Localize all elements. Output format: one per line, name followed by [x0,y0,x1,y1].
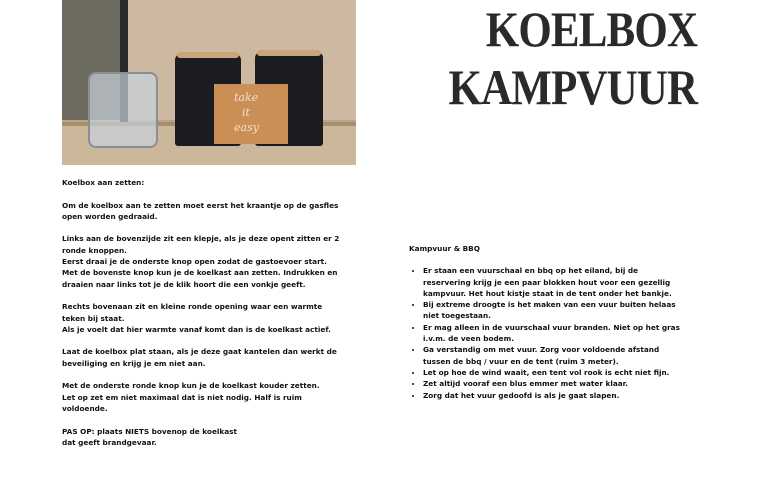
koelbox-paragraph [62,301,362,335]
text-line: • Zet altijd vooraf een blus emmer met water klaar. [423,379,628,389]
text-line: reservering krijg je een paar blokken hout voor een gezellig [423,277,671,287]
jar-lid [257,50,321,56]
text-line: beveiliging en krijg je em niet aan. [62,358,206,368]
list-item [423,390,729,401]
text-line: Eerst draai je de onderste knop open zodat de gastoevoer start. [62,257,327,267]
card-text-line: it [242,106,250,119]
text-line: Laat de koelbox plat staan, als je deze gaat kantelen dan werkt de [62,347,337,357]
page-title [448,0,697,116]
text-line: • Er staan een vuurschaal en bbq op het eiland, bij de [423,266,639,276]
koelbox-paragraph [62,426,362,449]
text-line: • Ga verstandig om met vuur. Zorg voor voldoende afstand [423,345,660,355]
list-item [423,378,729,389]
card-text-line: take [234,91,259,104]
kampvuur-list [409,265,729,401]
text-line: Met de onderste ronde knop kun je de koelkast kouder zetten. [62,381,320,391]
text-line: i.v.m. de veen bodem. [423,334,515,344]
text-line: Rechts bovenaan zit en kleine ronde opening waar een warmte [62,302,323,312]
glass-jar [88,72,158,148]
list-item [423,344,729,367]
text-line: • Er mag alleen in de vuurschaal vuur branden. Niet op het gras [423,322,680,332]
text-line: open worden gedraaid. [62,211,158,221]
koelbox-paragraph [62,233,362,289]
title-line-1: KOELBOX [485,1,697,57]
list-item [423,299,729,322]
kampvuur-section [409,243,729,401]
koelbox-paragraphs [62,200,362,449]
text-line: kampvuur. Het hout kistje staat in de tent onder het bankje. [423,288,672,298]
koelbox-paragraph [62,380,362,414]
text-line: Let op zet em niet maximaal dat is niet nodig. Half is ruim [62,392,302,402]
koelbox-paragraph [62,346,362,369]
take-it-easy-card [214,84,288,144]
text-line: Om de koelbox aan te zetten moet eerst het kraantje op de gasfles [62,200,339,210]
title-line-2: KAMPVUUR [448,59,697,115]
text-line: • Bij extreme droogte is het maken van een vuur buiten helaas [423,300,676,310]
text-line: • Let op hoe de wind waait, een tent vol rook is echt niet fijn. [423,367,670,377]
text-line: tussen de bbq / vuur en de tent (ruim 3 meter). [423,356,619,366]
text-line: draaien naar links tot je de klik hoort die een vonkje geeft. [62,279,306,289]
text-line: ronde knoppen. [62,245,127,255]
koelbox-heading: Koelbox aan zetten: [62,178,145,187]
text-line: • Zorg dat het vuur gedoofd is als je gaat slapen. [423,390,620,400]
list-item [423,265,729,299]
list-item [423,322,729,345]
jar-lid [177,52,239,58]
text-line: Met de bovenste knop kun je de koelkast aan zetten. Indrukken en [62,268,338,278]
text-line: dat geeft brandgevaar. [62,437,157,447]
koelbox-section [62,177,362,459]
card-text-line: easy [234,121,259,134]
text-line: PAS OP: plaats NIETS bovenop de koelkast [62,426,238,436]
text-line: Als je voelt dat hier warmte vanaf komt dan is de koelkast actief. [62,324,331,334]
kampvuur-heading: Kampvuur & BBQ [409,244,480,253]
koelbox-paragraph [62,200,362,223]
text-line: niet toegestaan. [423,311,491,321]
text-line: teken bij staat. [62,313,125,323]
text-line: voldoende. [62,403,108,413]
text-line: Links aan de bovenzijde zit een klepje, als je deze opent zitten er 2 [62,234,340,244]
list-item [423,367,729,378]
jars-photo [62,0,356,165]
